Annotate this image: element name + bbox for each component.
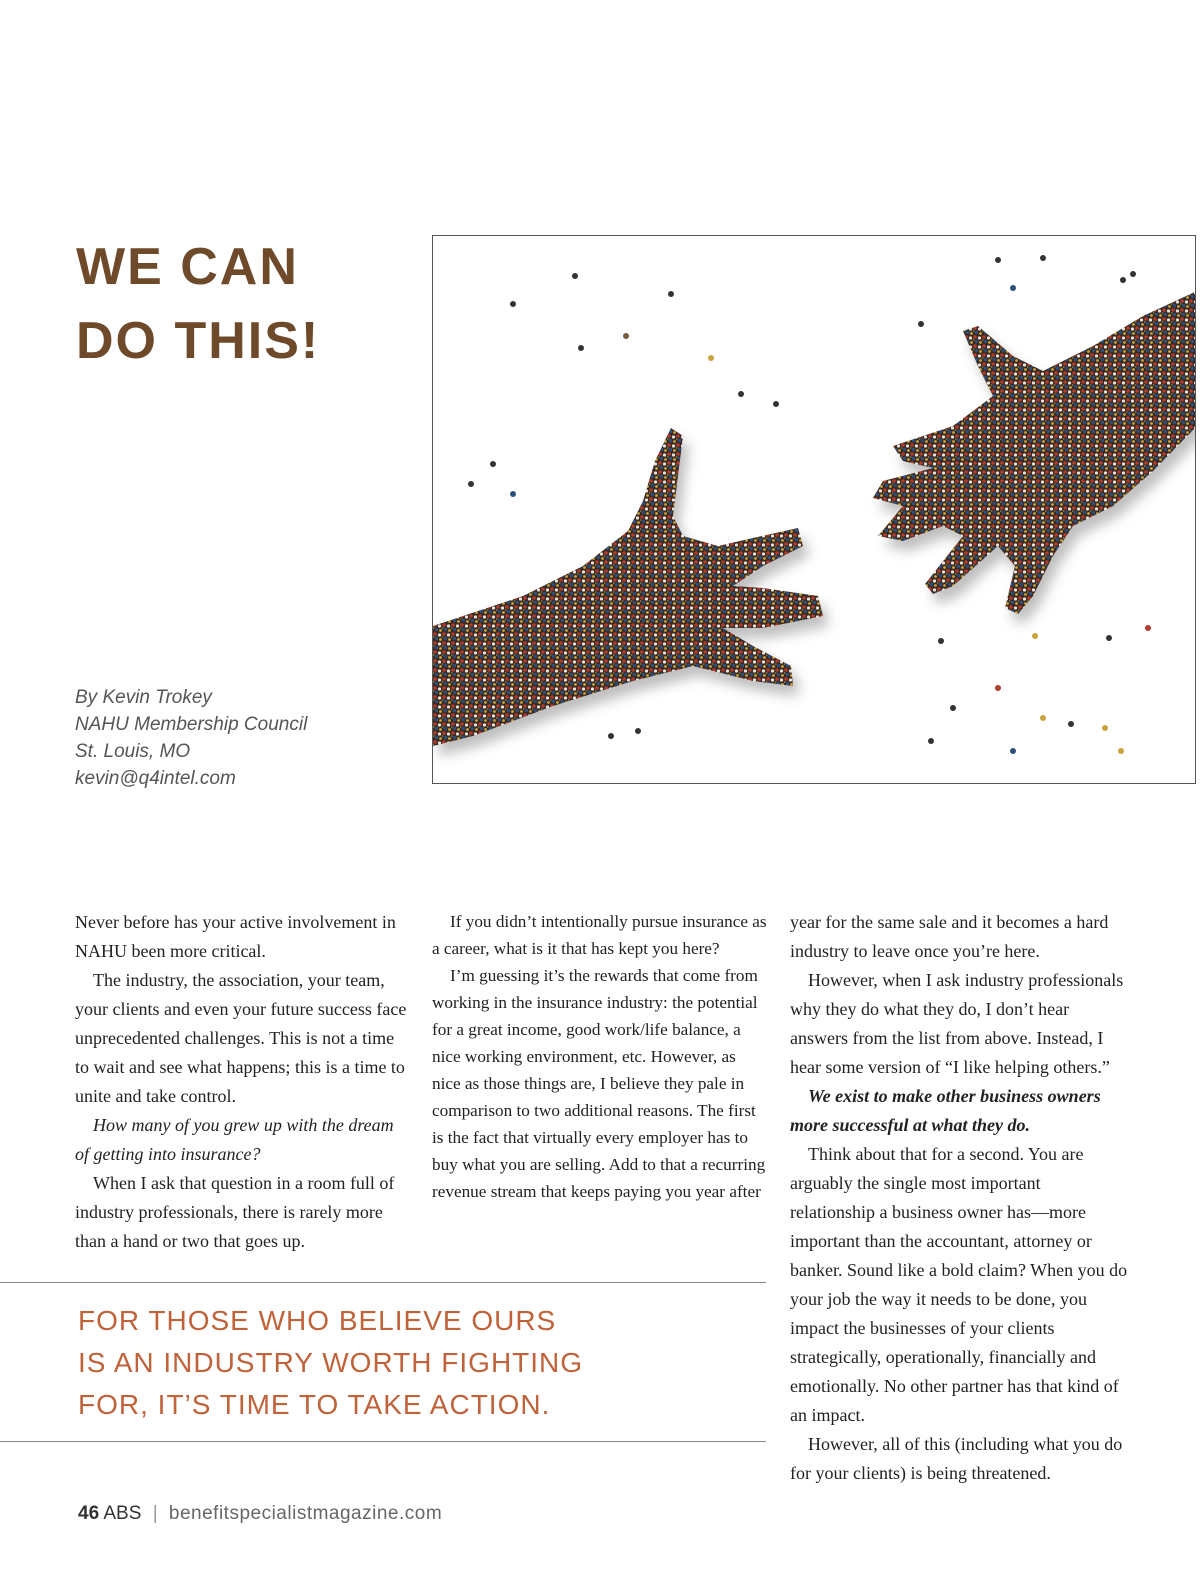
pullquote-rule-top [0, 1282, 766, 1283]
column-3-paragraph-4: Think about that for a second. You are arguably the single most important relationship a business owner has—more important than the accountant, attorney or banker. Sound like a bold claim? When you do your job the way it needs to be done, you impact the businesses of your clients strategically, operationally, financially and emotionally. No other partner has that kind of an impact. [790, 1144, 1128, 1425]
pullquote-line-1: FOR THOSE WHO BELIEVE OURS [78, 1305, 557, 1336]
hero-photo [432, 235, 1196, 784]
pullquote [78, 1300, 583, 1426]
left-crowd-hand [433, 428, 823, 746]
column-2 [432, 908, 767, 1205]
column-1 [75, 908, 410, 1256]
column-1-paragraph-2: The industry, the association, your team, your clients and even your future success face unprecedented challenges. This is not a time to wait and see what happens; this is a time to unite and take control. [75, 970, 407, 1106]
website-link[interactable]: benefitspecialistmagazine.com [168, 1503, 443, 1524]
column-1-paragraph-3: How many of you grew up with the dream of getting into insurance? [75, 1115, 394, 1164]
pullquote-rule-bottom [0, 1441, 766, 1442]
column-3-paragraph-2: However, when I ask industry professionals why they do what they do, I don’t hear answers from the list from above. Instead, I hear some version of “I like helping others.” [790, 970, 1124, 1077]
column-1-paragraph-4: When I ask that question in a room full of industry professionals, there is rarely more than a hand or two that goes up. [75, 1173, 395, 1251]
article-title [76, 230, 320, 378]
byline-email[interactable]: kevin@q4intel.com [75, 768, 236, 789]
title-line-1: WE CAN [76, 238, 299, 296]
column-3 [790, 908, 1130, 1488]
footer-separator: | [152, 1503, 158, 1524]
magazine-name: ABS [103, 1503, 142, 1524]
column-2-paragraph-1: If you didn’t intentionally pursue insurance as a career, what is it that has kept you here? [432, 912, 767, 958]
byline-role: NAHU Membership Council [75, 714, 308, 735]
pullquote-line-2: IS AN INDUSTRY WORTH FIGHTING [78, 1347, 584, 1378]
pullquote-line-3: FOR, IT’S TIME TO TAKE ACTION. [78, 1389, 551, 1420]
column-3-paragraph-1: year for the same sale and it becomes a hard industry to leave once you’re here. [790, 912, 1109, 961]
byline-location: St. Louis, MO [75, 741, 191, 762]
crowd-hands-illustration [433, 236, 1196, 784]
page-footer [78, 1503, 442, 1525]
column-1-paragraph-1: Never before has your active involvement in NAHU been more critical. [75, 912, 396, 961]
page-number: 46 [78, 1503, 100, 1524]
byline-author: By Kevin Trokey [75, 687, 212, 708]
right-crowd-hand [873, 291, 1196, 614]
title-line-2: DO THIS! [76, 312, 321, 370]
column-3-paragraph-5: However, all of this (including what you do for your clients) is being threatened. [790, 1434, 1123, 1483]
byline [75, 684, 307, 792]
column-2-paragraph-2: I’m guessing it’s the rewards that come from working in the insurance industry: the potential for a great income, good work/life balance, a nice working environment, etc. However, as nice as those things are, I believe they pale in comparison to two additional reasons. The first is the fact that virtually every employer has to buy what you are selling. Add to that a recurring revenue stream that keeps paying you year after [432, 966, 766, 1201]
column-3-paragraph-3: We exist to make other business owners more successful at what they do. [790, 1086, 1101, 1135]
